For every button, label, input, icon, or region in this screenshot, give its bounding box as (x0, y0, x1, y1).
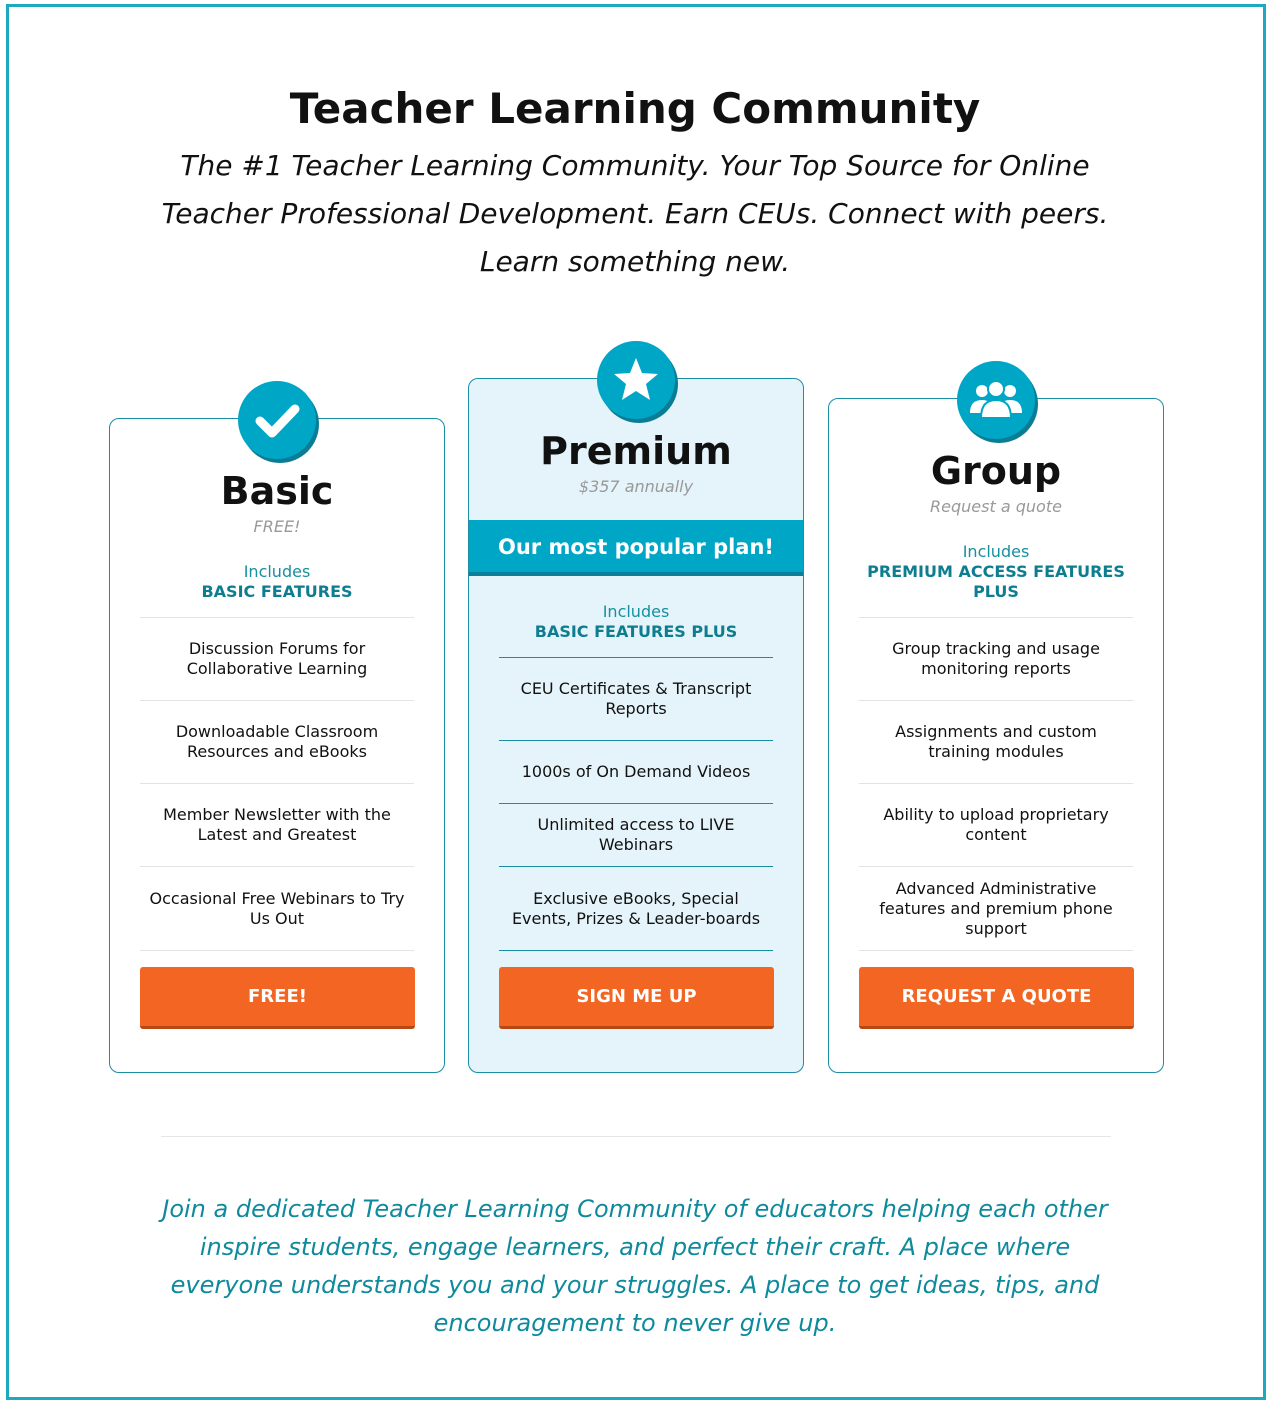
request-quote-button[interactable]: REQUEST A QUOTE (859, 967, 1134, 1029)
checkmark-icon (238, 381, 316, 459)
plan-price: FREE! (253, 517, 301, 536)
page-title: Teacher Learning Community (289, 84, 981, 133)
feature-item: 1000s of On Demand Videos (499, 740, 773, 803)
feature-item: Discussion Forums for Collaborative Learning (140, 617, 414, 700)
plan-name: Premium (540, 429, 732, 473)
includes-label: Includes (962, 542, 1030, 561)
includes-value: BASIC FEATURES PLUS (534, 622, 738, 641)
plan-card-basic (109, 418, 445, 1073)
plan-price: $357 annually (578, 477, 694, 496)
sign-me-up-button[interactable]: SIGN ME UP (499, 967, 774, 1029)
feature-item: Ability to upload proprietary content (859, 783, 1133, 866)
feature-item: Downloadable Classroom Resources and eBooks (140, 700, 414, 783)
includes-label: Includes (602, 602, 670, 621)
feature-item: Occasional Free Webinars to Try Us Out (140, 866, 414, 951)
feature-item: Exclusive eBooks, Special Events, Prizes & Leader-boards (499, 866, 773, 951)
plan-includes (499, 602, 773, 642)
plan-includes (140, 562, 414, 602)
feature-item: CEU Certificates & Transcript Reports (499, 657, 773, 740)
star-icon (597, 341, 675, 419)
feature-item: Unlimited access to LIVE Webinars (499, 803, 773, 866)
popular-banner: Our most popular plan! (469, 520, 803, 576)
feature-item: Assignments and custom training modules (859, 700, 1133, 783)
feature-item: Advanced Administrative features and premium phone support (859, 866, 1133, 951)
plan-price: Request a quote (930, 497, 1062, 516)
feature-item: Member Newsletter with the Latest and Greatest (140, 783, 414, 866)
plan-name: Basic (220, 469, 334, 513)
plan-name: Group (930, 449, 1062, 493)
section-divider (161, 1136, 1111, 1137)
free-button[interactable]: FREE! (140, 967, 415, 1029)
footer-tagline: Join a dedicated Teacher Learning Community of educators helping each other inspire students, engage learners, and perfect their craft. A place where everyone understands you and your struggles. A place to get ideas, tips, and encouragement to never give up. (162, 1195, 1108, 1337)
group-users-icon (957, 361, 1035, 439)
includes-value: PREMIUM ACCESS FEATURES PLUS (867, 562, 1125, 601)
feature-item: Group tracking and usage monitoring reports (859, 617, 1133, 700)
includes-label: Includes (243, 562, 311, 581)
plan-card-premium (468, 378, 804, 1073)
plan-includes (859, 542, 1133, 602)
plan-card-group (828, 398, 1164, 1073)
page-subtitle: The #1 Teacher Learning Community. Your Top Source for Online Teacher Professional Development. Earn CEUs. Connect with peers. Learn something new. (161, 149, 1109, 278)
includes-value: BASIC FEATURES (201, 582, 353, 601)
